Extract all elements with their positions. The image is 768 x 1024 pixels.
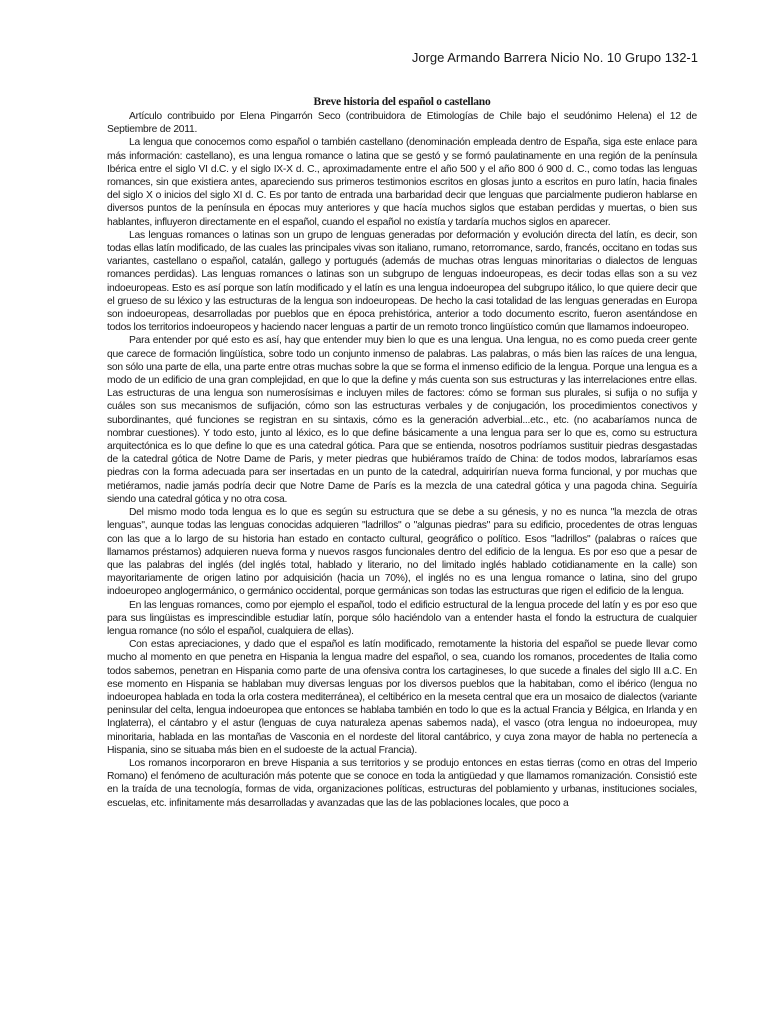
paragraph: Los romanos incorporaron en breve Hispania a sus territorios y se produjo entonces en estas tierras (como en otras del Imperio Romano) el fenómeno de aculturación más potente que se conoce en toda la antigüedad y que llamamos romanización. Consistió este en la traída de una tecnología, formas de vida, organizaciones políticas, estructuras del poblamiento y urbanas, instituciones sociales, escuelas, etc. infinitamente más desarrolladas y avanzadas que las de las poblaciones locales, que poco a [107,757,697,809]
paragraph: Las lenguas romances o latinas son un grupo de lenguas generadas por deformación y evolución directa del latín, es decir, son todas ellas latín modificado, de las cuales las principales vivas son italiano, rumano, retorromance, sardo, francés, occitano en todas sus variantes, castellano o español, catalán, gallego y portugués (además de muchas otras lenguas minoritarias o dialectos de lenguas romances perdidas). Las lenguas romances o latinas son un subgrupo de lenguas indoeuropeas, es decir todas ellas son a su vez indoeuropeas. Esto es así porque son latín modificado y el latín es una lengua indoeuropea del subgrupo itálico, lo que quiere decir que el grueso de su léxico y las estructuras de la lengua son indoeuropeas. De hecho la casi totalidad de las lenguas generadas en Europa son indoeuropeas, desarrolladas por pueblos que en época prehistórica, anterior a todo documento escrito, fueron asentándose en todos los territorios indoeuropeos y haciendo nacer lenguas a partir de un remoto tronco lingüístico común que llamamos indoeuropeo. [107,229,697,334]
document-title: Breve historia del español o castellano [313,96,491,108]
paragraph: Artículo contribuido por Elena Pingarrón Seco (contribuidora de Etimologías de Chile bajo el seudónimo Helena) el 12 de Septiembre de 2011. [107,111,697,136]
paragraph: Del mismo modo toda lengua es lo que es según su estructura que se debe a su génesis, y no es nunca "la mezcla de otras lenguas", aunque todas las lenguas conocidas adquieren "ladrillos" o "algunas piedras" para su edificio, procedentes de otras lenguas con las que a lo largo de su historia han estado en contacto cultural, geográfico o político. Esos "ladrillos" (palabras o raíces que llamamos préstamos) adquieren nueva forma y nuevos rasgos funcionales dentro del edificio de la lengua. Es por eso que a pesar de que las palabras del inglés (del inglés total, hablado y literario, no del limitado inglés hablado cotidianamente en la calle) son mayoritariamente de origen latino por adquisición (hacia un 70%), el inglés no es una lengua romance o latina, sino del grupo indoeuropeo anglogermánico, o germánico occidental, porque germánicas son todas las estructuras que rigen el edificio de la lengua. [107,507,697,598]
paragraph: Para entender por qué esto es así, hay que entender muy bien lo que es una lengua. Una lengua, no es como pueda creer gente que carece de formación lingüística, sobre todo un conjunto inmenso de palabras. Las palabras, o más bien las raíces de una lengua, son sólo una parte de ella, una parte entre otras muchas sobre la que se forma el inmenso edificio de la lengua. Porque una lengua es a modo de un edificio de una gran complejidad, en que lo que la define y más cuenta son sus estructuras y las interrelaciones entre ellas. Las estructuras de una lengua son numerosísimas e incluyen miles de factores: cómo se forman sus plurales, si sufija o no sufija y cuáles son sus mecanismos de sufijación, cómo son las estructuras verbales y de conjugación, los procedimientos conectivos y subordinantes, qué funciones se registran en su sintaxis, cómo es la generación adverbial...etc., etc. (no acabaríamos nunca de nombrar cuestiones). Y todo esto, junto al léxico, es lo que define básicamente a una lengua para ser lo que es, como su estructura arquitectónica es lo que define lo que es una catedral gótica. Para que se entienda, nosotros podríamos sustituir piedras desgastadas de la catedral gótica de Notre Dame de Paris, y meter piedras que hubiéramos traído de China: de todos modos, labraríamos esas piedras con la forma adecuada para ser insertadas en un punto de la catedral, adquirirían nueva forma funcional, y por muchas que metiéramos, nadie jamás podría decir que Notre Dame de París es la mezcla de una catedral gótica y una pagoda china. Seguiría siendo una catedral gótica y no otra cosa. [107,335,697,505]
author-header: Jorge Armando Barrera Nicio No. 10 Grupo 132-1 [411,50,698,65]
paragraph: En las lenguas romances, como por ejemplo el español, todo el edificio estructural de la lengua procede del latín y es por eso que para sus lingüistas es imprescindible estudiar latín, porque sólo haciéndolo van a entender hasta el fondo la estructura de cualquier lengua romance (no sólo el español, cualquiera de ellas). [107,599,697,637]
paragraph: Con estas apreciaciones, y dado que el español es latín modificado, remotamente la historia del español se puede llevar como mucho al momento en que penetra en Hispania la lengua madre del español, o sea, cuando los romanos, procedentes de Italia como todos sabemos, penetran en Hispania como parte de una ofensiva contra los cartagineses, lo que sucede a finales del siglo III a.C. En ese momento en Hispania se hablaban muy diversas lenguas por los diversos pueblos que la habitaban, como el ibérico (lengua no indoeuropea hablada en toda la orla costera mediterránea), el celtibérico en la meseta central que era un mosaico de dialectos (variante peninsular del celta, lengua indoeuropea que entonces se hablaba también en todo lo que es la actual Francia y Bélgica, en Irlanda y en Inglaterra), el cántabro y el astur (lenguas de cuya naturaleza apenas sabemos nada), el vasco (otra lengua no indoeuropea, muy minoritaria, hablada en las montañas de Vasconia en el nordeste del litoral cantábrico, y cuya zona mayor de habla no pertenecía a Hispania, sino se situaba más bien en el sudoeste de la actual Francia). [107,639,697,756]
paragraph: La lengua que conocemos como español o también castellano (denominación empleada dentro de España, siga este enlace para más información: castellano), es una lengua romance o latina que se gestó y se formó paulatinamente en una región de la península Ibérica entre el siglo VI d.C. y el siglo IX-X d. C., aproximadamente entre el año 500 y el año 800 ó 900 d. C., como todas las lenguas romances, sin que existiera antes, apareciendo sus primeros testimonios escritos en glosas junto a escritos en puro latín, hacia finales del siglo X o inicios del siglo XI d. C. Es por tanto de entrada una barbaridad decir que lenguas que parcialmente pudieron hablarse en diversos puntos de la península en épocas muy anteriores y que hacía muchos siglos que estaban perdidas y muertas, o bien sus hablantes, influyeron directamente en el español, cuando el español no existía y tardaría muchos siglos en aparecer. [107,137,697,228]
document-body [107,96,697,810]
